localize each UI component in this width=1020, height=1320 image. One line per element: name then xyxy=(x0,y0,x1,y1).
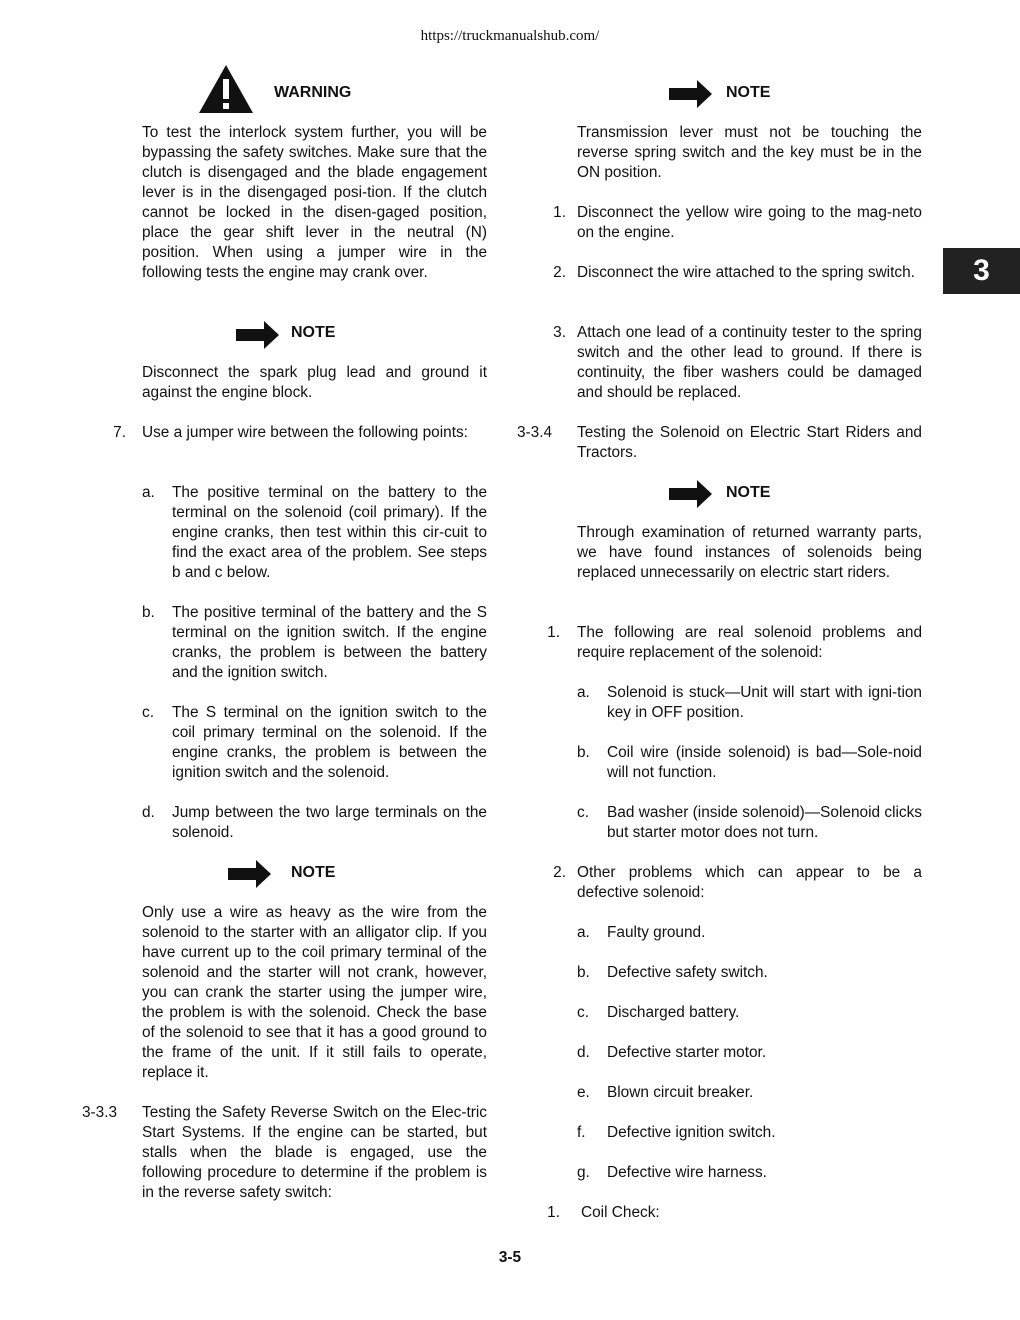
step-text: Attach one lead of a continuity tester to the spring switch and the other lead to ground. If there is continuity, the fiber washers could be damaged and should be replaced. xyxy=(577,324,922,401)
sub-step-text: Defective wire harness. xyxy=(607,1164,767,1181)
sub-step-text: Discharged battery. xyxy=(607,1004,740,1021)
arrow-right-icon xyxy=(228,859,272,889)
sub-step-letter: c. xyxy=(577,1004,589,1021)
sub-step-letter: a. xyxy=(142,484,155,501)
warning-label: WARNING xyxy=(274,84,352,101)
warning-icon xyxy=(197,63,255,115)
section-number: 3-3.4 xyxy=(517,424,553,441)
note-text: Transmission lever must not be touching the reverse spring switch and the key must be in the ON position. xyxy=(577,124,922,181)
sub-step-text: Coil wire (inside solenoid) is bad—Sole-noid will not function. xyxy=(607,744,922,781)
step-text: Disconnect the yellow wire going to the mag-neto on the engine. xyxy=(577,204,922,241)
sub-step-letter: e. xyxy=(577,1084,590,1101)
sub-step-text: Blown circuit breaker. xyxy=(607,1084,754,1101)
step-text: Disconnect the wire attached to the spring switch. xyxy=(577,264,915,281)
note-label: NOTE xyxy=(726,484,771,501)
chapter-tab: 3 xyxy=(943,248,1020,294)
note-label: NOTE xyxy=(291,864,336,881)
sub-step-text: Bad washer (inside solenoid)—Solenoid clicks but starter motor does not turn. xyxy=(607,804,922,841)
step-number: 1. xyxy=(547,624,560,641)
sub-step-letter: g. xyxy=(577,1164,590,1181)
warning-text: To test the interlock system further, you will be bypassing the safety switches. Make sure that the clutch is disengaged and the blade engagement lever is in the disengaged posi-tion. If the clutch cannot be locked in the disen-gaged position, place the gear shift lever in the neutral (N) position. When using a jumper wire in the following tests the engine may crank over. xyxy=(142,124,487,281)
sub-step-text: Solenoid is stuck—Unit will start with igni-tion key in OFF position. xyxy=(607,684,922,721)
sub-step-letter: d. xyxy=(577,1044,590,1061)
sub-step-text: Jump between the two large terminals on the solenoid. xyxy=(172,804,487,841)
arrow-right-icon xyxy=(669,79,713,109)
sub-step-text: Defective ignition switch. xyxy=(607,1124,776,1141)
sub-step-text: Faulty ground. xyxy=(607,924,706,941)
sub-step-text: The positive terminal on the battery to the terminal on the solenoid (coil primary). If the engine cranks, then test within this cir-cuit to find the exact area of the problem. See steps b and c below. xyxy=(172,484,487,581)
step-text: Use a jumper wire between the following points: xyxy=(142,424,468,441)
arrow-right-icon xyxy=(236,320,280,350)
sub-step-letter: b. xyxy=(577,744,590,761)
sub-step-letter: a. xyxy=(577,924,590,941)
sub-step-text: The positive terminal of the battery and the S terminal on the ignition switch. If the engine cranks, the problem is between the battery and the ignition switch. xyxy=(172,604,487,681)
note-label: NOTE xyxy=(291,324,336,341)
step-number: 1. xyxy=(547,1204,560,1221)
sub-step-letter: b. xyxy=(142,604,155,621)
sub-step-letter: a. xyxy=(577,684,590,701)
step-number: 3. xyxy=(553,324,566,341)
note-label: NOTE xyxy=(726,84,771,101)
sub-step-letter: f. xyxy=(577,1124,586,1141)
note-text: Disconnect the spark plug lead and ground it against the engine block. xyxy=(142,364,487,401)
sub-step-letter: c. xyxy=(142,704,154,721)
sub-step-text: Defective safety switch. xyxy=(607,964,768,981)
arrow-right-icon xyxy=(669,479,713,509)
step-number: 1. xyxy=(553,204,566,221)
sub-step-text: The S terminal on the ignition switch to the coil primary terminal on the solenoid. If the engine cranks, the problem is between the ignition switch and the solenoid. xyxy=(172,704,487,781)
page-number: 3-5 xyxy=(498,1249,522,1266)
step-text: The following are real solenoid problems and require replacement of the solenoid: xyxy=(577,624,922,661)
header-url: https://truckmanualshub.com/ xyxy=(420,28,600,44)
sub-step-letter: d. xyxy=(142,804,155,821)
note-text: Through examination of returned warranty parts, we have found instances of solenoids being replaced unnecessarily on electric start riders. xyxy=(577,524,922,581)
sub-step-letter: c. xyxy=(577,804,589,821)
sub-step-text: Defective starter motor. xyxy=(607,1044,767,1061)
step-text: Coil Check: xyxy=(581,1204,660,1221)
step-number: 2. xyxy=(553,864,566,881)
section-text: Testing the Safety Reverse Switch on the Elec-tric Start Systems. If the engine can be started, but stalls when the blade is engaged, use the following procedure to determine if the problem is in the reverse safety switch: xyxy=(142,1104,487,1201)
section-text: Testing the Solenoid on Electric Start Riders and Tractors. xyxy=(577,424,922,461)
note-text: Only use a wire as heavy as the wire from the solenoid to the starter with an alligator clip. If you have current up to the coil primary terminal of the solenoid and the starter will not crank, however, you can crank the starter using the jumper wire, the problem is with the solenoid. Check the base of the solenoid to see that it has a good ground to the frame of the unit. If it still fails to operate, replace it. xyxy=(142,904,487,1081)
step-number: 7. xyxy=(113,424,126,441)
section-number: 3-3.3 xyxy=(82,1104,118,1121)
sub-step-letter: b. xyxy=(577,964,590,981)
step-text: Other problems which can appear to be a defective solenoid: xyxy=(577,864,922,901)
step-number: 2. xyxy=(553,264,566,281)
